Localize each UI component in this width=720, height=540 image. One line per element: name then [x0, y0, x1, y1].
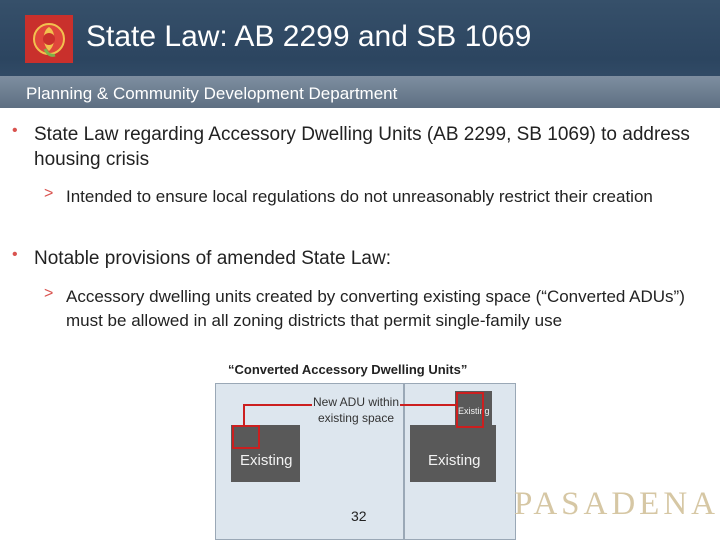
- adu-callout-label: New ADU within existing space: [312, 395, 400, 425]
- sub-bullet-text: Intended to ensure local regulations do not unreasonably restrict their creation: [66, 187, 653, 206]
- bullet-text: State Law regarding Accessory Dwelling Units (AB 2299, SB 1069) to address housing crisis: [34, 124, 690, 170]
- existing-label-small: Existing: [458, 406, 490, 416]
- adu-box-left: [232, 425, 260, 449]
- sub-bullet-converted-adus: [44, 285, 714, 333]
- adu-box-right: [456, 392, 484, 428]
- existing-label-right: Existing: [428, 452, 481, 469]
- bullet-text: Notable provisions of amended State Law:: [34, 248, 391, 269]
- sub-bullet-intent: [44, 185, 704, 209]
- department-subtitle: Planning & Community Development Department: [26, 84, 398, 103]
- existing-label-left: Existing: [240, 452, 293, 469]
- pasadena-wordmark: PASADENA: [514, 486, 719, 522]
- sub-bullet-arrow-icon: >: [44, 285, 54, 302]
- sub-bullet-arrow-icon: >: [44, 185, 54, 202]
- bullet-dot-icon: •: [12, 246, 18, 263]
- bullet-state-law: [12, 122, 712, 172]
- slide-title: State Law: AB 2299 and SB 1069: [86, 20, 532, 53]
- sub-bullet-text: Accessory dwelling units created by converting existing space (“Converted ADUs”) must be allowed in all zoning districts that permit single-family use: [66, 287, 685, 330]
- page-number: 32: [351, 508, 367, 524]
- diagram-title: “Converted Accessory Dwelling Units”: [228, 362, 468, 377]
- rose-logo-icon: [25, 15, 73, 63]
- bullet-provisions: [12, 246, 712, 271]
- bullet-dot-icon: •: [12, 122, 18, 139]
